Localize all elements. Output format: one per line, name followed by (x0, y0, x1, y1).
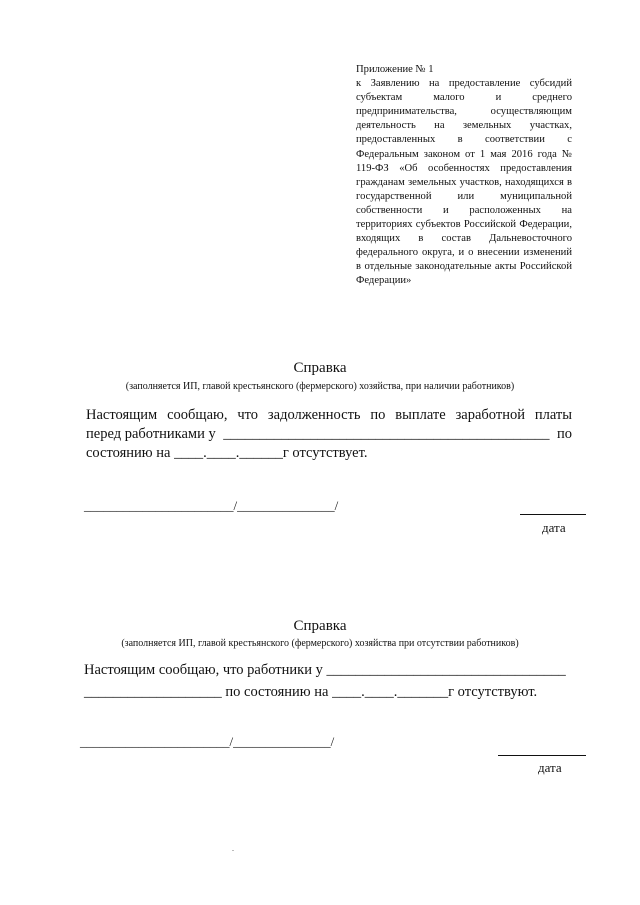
form2-date-line[interactable] (498, 755, 586, 756)
form2-line1[interactable]: Настоящим сообщаю, что работники у _________________________________ (84, 662, 566, 678)
form1-title: Справка (293, 360, 347, 376)
appendix-text: к Заявлению на предоставление субсидий субъектам малого и среднего предпринимательства, осуществляющим деятельность на земельных участках, предоставленных в соответствии с Федеральным законом от 1 мая 2016 года № 119-ФЗ «Об особенностях предоставления гражданам земельных участков, находящихся в государственной или муниципальной собственности и расположенных на территориях субъектов Российской Федерации, входящих в состав Дальневосточного федерального округа, и о внесении изменений в отдельные законодательные акты Российской Федерации» (356, 78, 572, 287)
form2-line2[interactable]: ___________________ по состоянию на ____.____._______г отсутствуют. (84, 684, 538, 700)
appendix-heading: Приложение № 1 (356, 64, 434, 75)
scan-speck (232, 850, 234, 851)
form1-employer-field[interactable]: _____________________________________________ (223, 426, 550, 442)
form2-title: Справка (293, 618, 347, 634)
form1-line2-start: перед работниками у (86, 426, 216, 442)
form1-line1: Настоящим сообщаю, что задолженность по выплате заработной платы (86, 407, 572, 423)
form1-signature-field[interactable]: _______________________/_______________/ (84, 498, 339, 513)
form2-date-label: дата (538, 760, 562, 775)
form1-line2-end: по (556, 426, 572, 442)
form1-date-label: дата (542, 520, 566, 535)
form1-line3[interactable]: состоянию на ____.____.______г отсутствует. (86, 445, 368, 461)
form2-signature-field[interactable]: _______________________/_______________/ (80, 734, 335, 749)
form2-subtitle: (заполняется ИП, главой крестьянского (фермерского) хозяйства при отсутствии работников) (121, 638, 519, 649)
appendix-block (356, 63, 572, 289)
form1-date-line[interactable] (520, 514, 586, 515)
form1-line2 (86, 426, 572, 443)
form1-subtitle: (заполняется ИП, главой крестьянского (фермерского) хозяйства, при наличии работников) (125, 381, 515, 392)
